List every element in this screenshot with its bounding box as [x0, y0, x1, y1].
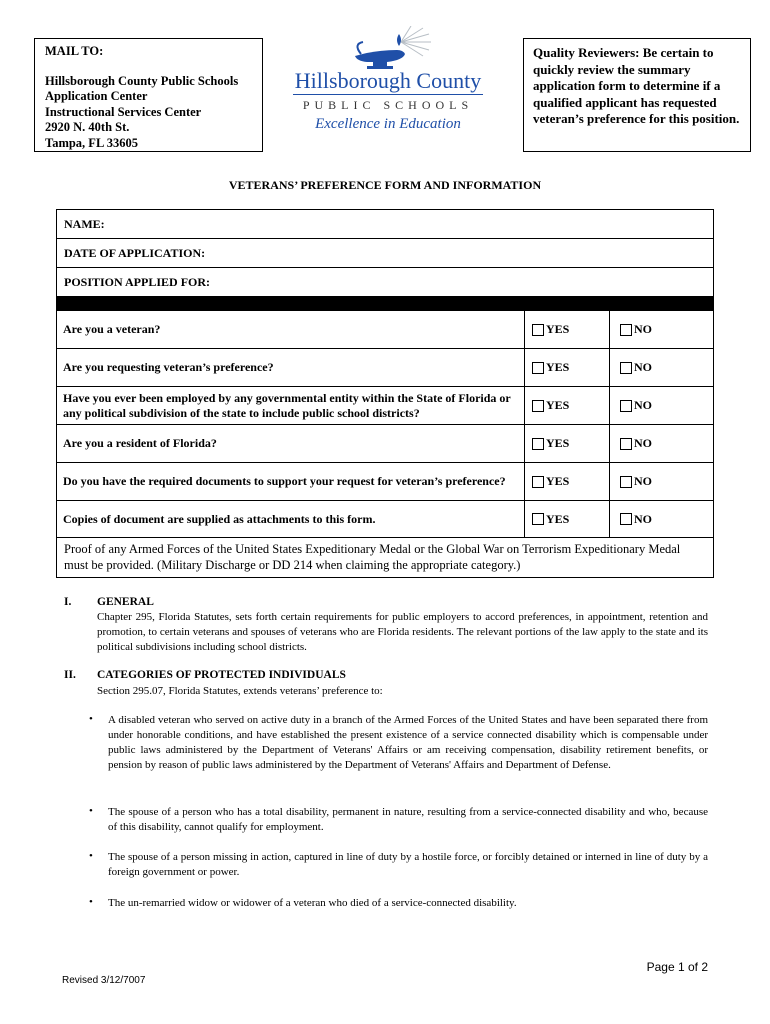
mail-to-line: Instructional Services Center — [45, 104, 202, 119]
bullet-dot: • — [89, 805, 93, 817]
no-label: NO — [634, 474, 652, 488]
no-label: NO — [634, 398, 652, 412]
bullet-dot: • — [89, 850, 93, 862]
logo-subtitle: PUBLIC SCHOOLS — [302, 98, 474, 112]
bullet-item: A disabled veteran who served on active duty in a branch of the Armed Forces of the United States and have been separated there from under honorable conditions, and have established the present existence of a service connected disability which is compensable under public laws administered by the Department of Veterans' Affairs or am receiving compensation, disability retirement benefits, or pension by reason of public laws administered by the Department of Veterans' Affairs and Department of Defense. — [108, 714, 708, 771]
question-text: Do you have the required documents to support your request for veteran’s preference? — [57, 463, 525, 500]
position-applied-field[interactable]: POSITION APPLIED FOR: — [57, 268, 713, 297]
yes-label: YES — [546, 436, 570, 450]
district-logo — [283, 26, 493, 138]
question-row — [57, 349, 713, 387]
no-checkbox[interactable] — [610, 311, 713, 348]
no-checkbox[interactable] — [610, 349, 713, 386]
question-text: Are you a veteran? — [57, 311, 525, 348]
section-paragraph: Chapter 295, Florida Statutes, sets forth certain requirements for public employers to accord preferences, in appointment, retention and promotion, to certain veterans and spouses of veterans who are Florida residents. The relevant portions of the law apply to the state and its political subdivisions including school districts. — [97, 611, 708, 653]
yes-checkbox[interactable] — [525, 463, 610, 500]
bullet-item: The spouse of a person missing in action, captured in line of duty by a hostile force, or forcibly detained or interned in line of duty by a foreign government or power. — [108, 851, 708, 878]
no-checkbox[interactable] — [610, 501, 713, 537]
yes-label: YES — [546, 474, 570, 488]
yes-checkbox[interactable] — [525, 387, 610, 424]
mail-to-line: Application Center — [45, 89, 148, 104]
yes-checkbox[interactable] — [525, 425, 610, 462]
section-divider-bar — [57, 297, 713, 311]
name-field[interactable]: NAME: — [57, 210, 713, 239]
yes-checkbox[interactable] — [525, 311, 610, 348]
section-number: II. — [64, 669, 76, 681]
yes-checkbox[interactable] — [525, 349, 610, 386]
mail-to-line: Hillsborough County Public Schools — [45, 73, 239, 88]
yes-label: YES — [546, 322, 570, 336]
form-table — [56, 209, 714, 578]
date-of-application-field[interactable]: DATE OF APPLICATION: — [57, 239, 713, 268]
logo-tagline: Excellence in Education — [315, 116, 461, 132]
checkbox-icon[interactable] — [532, 476, 544, 488]
no-label: NO — [634, 511, 652, 526]
yes-checkbox[interactable] — [525, 501, 610, 537]
question-row — [57, 425, 713, 463]
question-text: Are you requesting veteran’s preference? — [57, 349, 525, 386]
checkbox-icon[interactable] — [532, 438, 544, 450]
question-text: Copies of document are supplied as attachments to this form. — [57, 501, 525, 537]
checkbox-icon[interactable] — [532, 400, 544, 412]
mail-to-line: Tampa, FL 33605 — [45, 135, 138, 150]
yes-label: YES — [546, 360, 570, 374]
section-heading: GENERAL — [97, 596, 154, 608]
question-text: Are you a resident of Florida? — [57, 425, 525, 462]
checkbox-icon[interactable] — [620, 513, 632, 525]
logo-divider — [293, 94, 483, 95]
logo-name: Hillsborough County — [294, 68, 482, 93]
form-title: VETERANS’ PREFERENCE FORM AND INFORMATION — [228, 178, 542, 192]
mail-to-box — [34, 38, 263, 152]
section-number: I. — [64, 596, 72, 608]
checkbox-icon[interactable] — [532, 324, 544, 336]
bullet-dot: • — [89, 713, 93, 725]
quality-reviewer-note: Quality Reviewers: Be certain to quickly review the summary application form to determine if a qualified applicant has requested veteran’s preference for this position. — [523, 38, 751, 152]
yes-label: YES — [546, 511, 570, 526]
checkbox-icon[interactable] — [532, 513, 544, 525]
page-number: Page 1 of 2 — [646, 960, 708, 974]
checkbox-icon[interactable] — [620, 400, 632, 412]
question-row — [57, 311, 713, 349]
yes-label: YES — [546, 398, 570, 412]
section-heading: CATEGORIES OF PROTECTED INDIVIDUALS — [97, 669, 346, 681]
no-checkbox[interactable] — [610, 425, 713, 462]
bullet-item: The spouse of a person who has a total disability, permanent in nature, resulting from a service-connected disability and who, because of this disability, cannot qualify for employment. — [108, 806, 708, 833]
mail-to-title: MAIL TO: — [45, 44, 104, 58]
checkbox-icon[interactable] — [532, 362, 544, 374]
checkbox-icon[interactable] — [620, 362, 632, 374]
bullet-dot: • — [89, 896, 93, 908]
no-label: NO — [634, 360, 652, 374]
question-text: Have you ever been employed by any governmental entity within the State of Florida or any political subdivision of the state to include public school districts? — [57, 387, 525, 424]
section-intro: Section 295.07, Florida Statutes, extends veterans’ preference to: — [97, 685, 383, 697]
checkbox-icon[interactable] — [620, 438, 632, 450]
checkbox-icon[interactable] — [620, 324, 632, 336]
no-label: NO — [634, 322, 652, 336]
mail-to-line: 2920 N. 40th St. — [45, 120, 130, 135]
checkbox-icon[interactable] — [620, 476, 632, 488]
lamp-of-learning-icon — [283, 26, 493, 70]
revision-date: Revised 3/12/7007 — [62, 975, 146, 986]
question-row — [57, 463, 713, 501]
no-checkbox[interactable] — [610, 463, 713, 500]
no-checkbox[interactable] — [610, 387, 713, 424]
proof-note: Proof of any Armed Forces of the United States Expeditionary Medal or the Global War on Terrorism Expeditionary Medal must be provided. (Military Discharge or DD 214 when claiming the appropriate category.) — [64, 542, 681, 572]
no-label: NO — [634, 436, 652, 450]
question-row — [57, 387, 713, 425]
bullet-item: The un-remarried widow or widower of a veteran who died of a service-connected disability. — [108, 897, 517, 909]
question-row — [57, 501, 713, 538]
